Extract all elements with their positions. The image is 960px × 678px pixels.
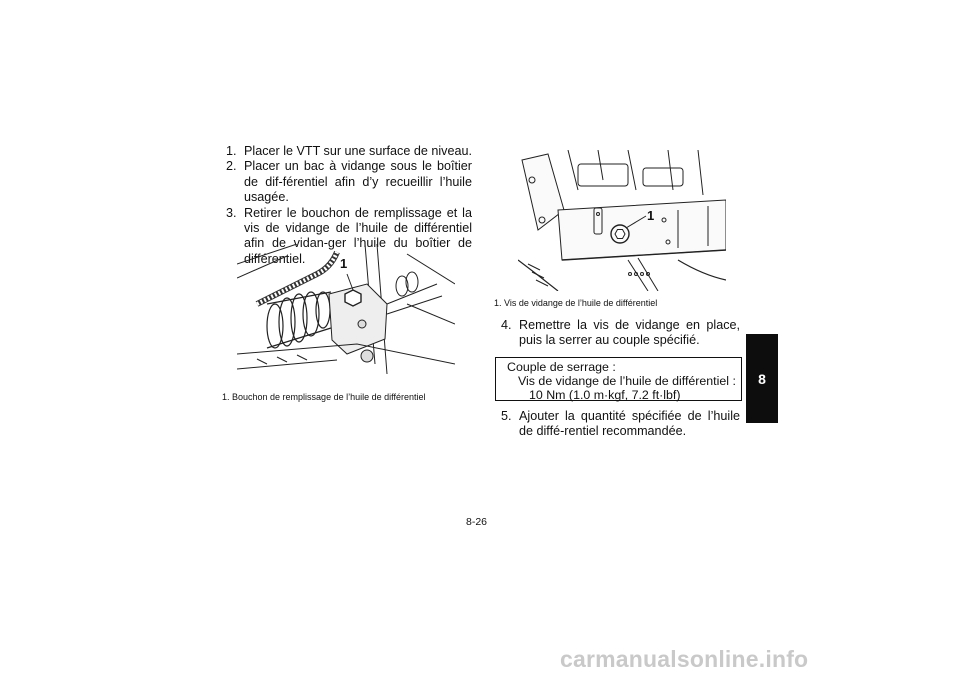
step-text: Retirer le bouchon de remplissage et la vis de vidange de l’huile de différentiel afin de vidan-ger l’huile du boîtier de différentiel. (244, 205, 472, 266)
step-4 (501, 318, 740, 349)
spec-title: Couple de serrage : (507, 360, 616, 374)
watermark: carmanualsonline.info (560, 646, 809, 672)
spec-value: 10 Nm (1.0 m·kgf, 7.2 ft·lbf) (529, 388, 681, 403)
figure-callout-1: 1 (647, 208, 655, 223)
step-text: Placer le VTT sur une surface de niveau. (244, 144, 472, 158)
right-figure-caption: 1. Vis de vidange de l’huile de différentiel (494, 298, 658, 308)
left-figure-caption: 1. Bouchon de remplissage de l’huile de différentiel (222, 392, 426, 402)
filler-plug-illustration (237, 244, 455, 382)
step-4-list (501, 318, 740, 349)
step-1 (226, 144, 472, 159)
step-number: 5. (501, 409, 512, 423)
page-number: 8-26 (466, 516, 488, 528)
step-text: Remettre la vis de vidange en place, puis la serrer au couple spécifié. (519, 318, 740, 348)
step-text: Ajouter la quantité spécifiée de l’huile de diffé-rentiel recommandée. (519, 409, 740, 439)
chapter-tab (746, 334, 778, 423)
step-number: 4. (501, 318, 512, 332)
step-5 (501, 409, 740, 440)
step-number: 1. (226, 144, 237, 158)
chapter-number: 8 (758, 370, 766, 387)
step-text: Placer un bac à vidange sous le boîtier de dif-férentiel afin d’y recueillir l’huile usagée. (244, 159, 472, 205)
step-number: 3. (226, 205, 237, 220)
drain-bolt-illustration (518, 150, 726, 291)
step-2 (226, 159, 472, 205)
figure-callout-1: 1 (340, 256, 348, 271)
torque-spec-box (495, 357, 742, 401)
step-number: 2. (226, 159, 237, 174)
spec-item: Vis de vidange de l’huile de différentiel : (518, 374, 736, 389)
step-5-list (501, 409, 740, 440)
